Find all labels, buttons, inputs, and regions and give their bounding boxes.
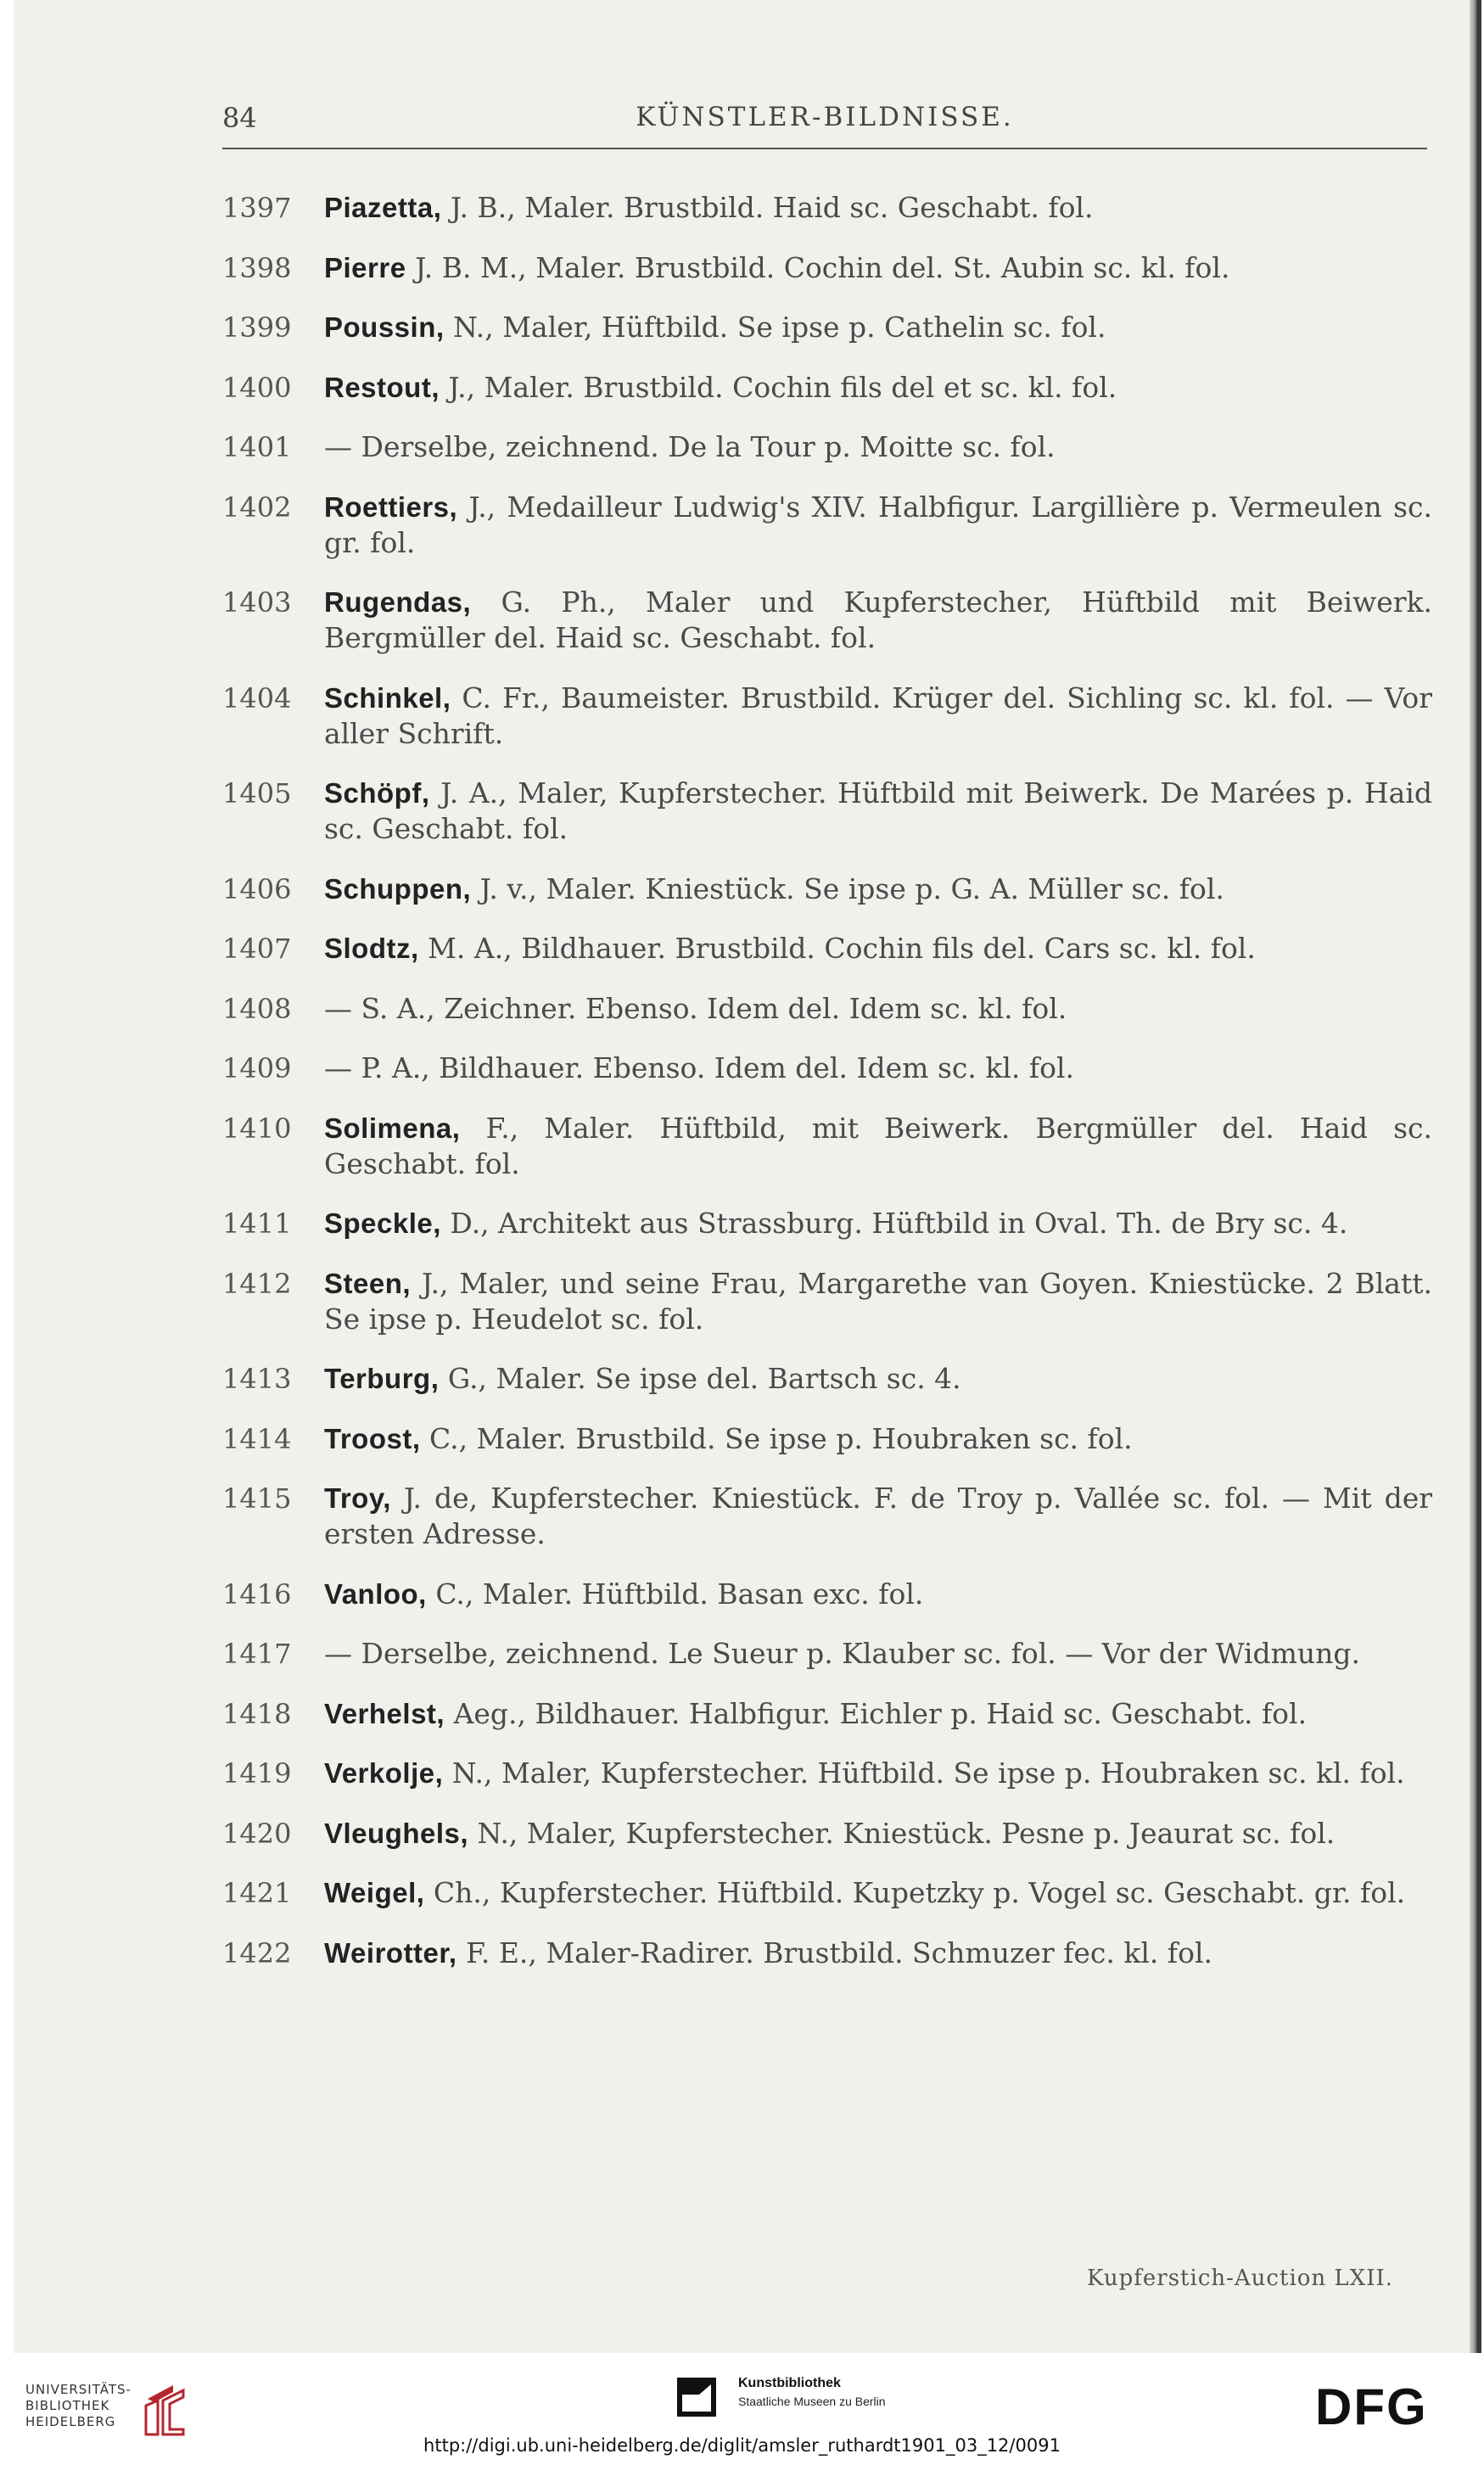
entry-description: J. A., Maler, Kupferstecher. Hüftbild mit Beiwerk. De Marées p. Haid sc. Geschabt. fol. xyxy=(324,776,1432,845)
entry-description: G. Ph., Maler und Kupferstecher, Hüftbild mit Beiwerk. Bergmüller del. Haid sc. Geschabt. fol. xyxy=(324,585,1432,654)
source-url[interactable]: http://digi.ub.uni-heidelberg.de/diglit/amsler_ruthardt1901_03_12/0091 xyxy=(423,2435,1061,2456)
entry-number: 1401 xyxy=(222,431,292,463)
page-header xyxy=(222,97,1427,149)
entry-artist-name: Schuppen, xyxy=(324,872,472,905)
entry-description: Aeg., Bildhauer. Halbfigur. Eichler p. Haid sc. Geschabt. fol. xyxy=(445,1696,1308,1730)
entry-description: J. B., Maler. Brustbild. Haid sc. Geschabt. fol. xyxy=(441,191,1094,224)
kunstbibliothek-logo[interactable] xyxy=(677,2376,949,2427)
entry-description: Ch., Kupferstecher. Hüftbild. Kupetzky p. Vogel sc. Geschabt. gr. fol. xyxy=(424,1876,1406,1909)
entry-description: J., Maler. Brustbild. Cochin fils del et sc. kl. fol. xyxy=(440,370,1117,404)
entry-artist-name: Piazetta, xyxy=(324,192,442,223)
page-number: 84 xyxy=(222,102,257,134)
page-spine-edge xyxy=(1470,0,1478,2353)
catalogue-entry xyxy=(222,776,1432,847)
catalogue-entry xyxy=(222,991,1432,1027)
catalogue-entry xyxy=(222,1875,1432,1911)
entry-artist-name: Roettiers, xyxy=(324,490,458,523)
entry-description: J. v., Maler. Kniestück. Se ipse p. G. A. Müller sc. fol. xyxy=(471,871,1224,905)
entry-number: 1408 xyxy=(222,992,292,1025)
entry-artist-name: Terburg, xyxy=(324,1363,440,1394)
entry-description: N., Maler, Kupferstecher. Kniestück. Pesne p. Jeaurat sc. fol. xyxy=(468,1816,1336,1850)
catalogue-entry xyxy=(222,931,1432,966)
catalogue-entry xyxy=(222,1481,1432,1552)
heidelberg-library-logo[interactable] xyxy=(25,2382,195,2441)
entry-artist-name: Solimena, xyxy=(324,1112,461,1144)
entry-number: 1399 xyxy=(222,311,292,344)
entry-number: 1414 xyxy=(222,1422,292,1455)
entry-description: C., Maler. Brustbild. Se ipse p. Houbraken sc. fol. xyxy=(420,1421,1133,1455)
kb-name: Kunstbibliothek xyxy=(738,2376,841,2390)
entry-description: D., Architekt aus Strassburg. Hüftbild in Oval. Th. de Bry sc. 4. xyxy=(440,1207,1348,1240)
entry-artist-name: Weigel, xyxy=(324,1877,425,1908)
entry-artist-name: Verkolje, xyxy=(324,1757,444,1789)
entry-description: F., Maler. Hüftbild, mit Beiwerk. Bergmüller del. Haid sc. Geschabt. fol. xyxy=(324,1111,1432,1180)
entry-number: 1398 xyxy=(222,251,292,284)
entry-description: J., Maler, und seine Frau, Margarethe van Goyen. Kniestücke. 2 Blatt. Se ipse p. Heudelot sc. fol. xyxy=(324,1266,1432,1336)
entry-number: 1406 xyxy=(222,872,292,905)
running-title: KÜNSTLER-BILDNISSE. xyxy=(636,102,1014,132)
entry-description: M. A., Bildhauer. Brustbild. Cochin fils del. Cars sc. kl. fol. xyxy=(418,932,1256,965)
entry-artist-name: Vanloo, xyxy=(324,1577,427,1610)
entry-description: F. E., Maler-Radirer. Brustbild. Schmuzer fec. kl. fol. xyxy=(456,1936,1212,1969)
entry-artist-name: Restout, xyxy=(324,371,440,403)
entry-number: 1420 xyxy=(222,1817,292,1850)
entry-number: 1407 xyxy=(222,933,292,965)
catalogue-entry xyxy=(222,681,1432,752)
entry-artist-name: Rugendas, xyxy=(324,586,472,618)
catalogue-entry xyxy=(222,1266,1432,1337)
entry-artist-name: Poussin, xyxy=(324,311,445,343)
entry-description: — S. A., Zeichner. Ebenso. Idem del. Idem sc. kl. fol. xyxy=(324,991,1067,1025)
entry-description: N., Maler, Kupferstecher. Hüftbild. Se ipse p. Houbraken sc. kl. fol. xyxy=(443,1756,1405,1790)
entry-description: N., Maler, Hüftbild. Se ipse p. Cathelin sc. fol. xyxy=(444,311,1106,344)
entry-number: 1415 xyxy=(222,1482,292,1515)
catalogue-entry xyxy=(222,1936,1432,1971)
catalogue-entry xyxy=(222,429,1432,465)
catalogue-entry xyxy=(222,871,1432,907)
catalogue-entry xyxy=(222,370,1432,406)
entry-number: 1409 xyxy=(222,1052,292,1084)
entry-artist-name: Steen, xyxy=(324,1267,412,1299)
catalogue-entry xyxy=(222,490,1432,561)
catalogue-entry xyxy=(222,1050,1432,1086)
scanned-page xyxy=(14,0,1481,2353)
kunstbibliothek-mark-icon xyxy=(677,2378,716,2417)
entry-number: 1405 xyxy=(222,777,292,810)
entry-artist-name: Verhelst, xyxy=(324,1697,445,1729)
entry-artist-name: Schöpf, xyxy=(324,777,430,809)
entry-description: C. Fr., Baumeister. Brustbild. Krüger del. Sichling sc. kl. fol. — Vor aller Schrift. xyxy=(324,681,1432,750)
entry-number: 1422 xyxy=(222,1936,292,1969)
entry-artist-name: Troost, xyxy=(324,1422,421,1454)
entry-description: G., Maler. Se ipse del. Bartsch sc. 4. xyxy=(439,1362,961,1395)
entry-description: — P. A., Bildhauer. Ebenso. Idem del. Idem sc. kl. fol. xyxy=(324,1051,1074,1084)
entry-number: 1416 xyxy=(222,1577,292,1611)
catalogue-entry xyxy=(222,1111,1432,1182)
entry-artist-name: Troy, xyxy=(324,1482,391,1514)
entry-number: 1410 xyxy=(222,1112,292,1145)
catalogue-entry xyxy=(222,1636,1432,1672)
catalogue-entries xyxy=(222,190,1432,1995)
catalogue-entry xyxy=(222,310,1432,345)
uni-logo-line: UNIVERSITÄTS- xyxy=(25,2382,132,2397)
catalogue-entry xyxy=(222,190,1432,226)
catalogue-entry xyxy=(222,1696,1432,1732)
uni-logo-line: BIBLIOTHEK xyxy=(25,2398,110,2413)
entry-number: 1419 xyxy=(222,1757,292,1790)
entry-description: — Derselbe, zeichnend. De la Tour p. Moitte sc. fol. xyxy=(324,430,1056,463)
dfg-logo[interactable]: DFG xyxy=(1315,2378,1428,2435)
entry-number: 1400 xyxy=(222,371,292,404)
entry-artist-name: Weirotter, xyxy=(324,1936,457,1969)
entry-number: 1421 xyxy=(222,1877,292,1909)
catalogue-entry xyxy=(222,1206,1432,1241)
catalogue-entry xyxy=(222,1421,1432,1457)
entry-description: J., Medailleur Ludwig's XIV. Halbfigur. Largillière p. Vermeulen sc. gr. fol. xyxy=(324,490,1432,559)
entry-description: C., Maler. Hüftbild. Basan exc. fol. xyxy=(426,1577,924,1611)
entry-description: — Derselbe, zeichnend. Le Sueur p. Klauber sc. fol. — Vor der Widmung. xyxy=(324,1637,1361,1670)
kb-subtitle: Staatliche Museen zu Berlin xyxy=(738,2395,886,2408)
catalogue-entry xyxy=(222,585,1432,656)
entry-number: 1417 xyxy=(222,1638,292,1670)
catalogue-entry xyxy=(222,1361,1432,1397)
entry-number: 1404 xyxy=(222,681,292,714)
entry-number: 1397 xyxy=(222,192,292,224)
entry-artist-name: Speckle, xyxy=(324,1207,441,1239)
entry-description: J. de, Kupferstecher. Kniestück. F. de Troy p. Vallée sc. fol. — Mit der ersten Adresse. xyxy=(324,1482,1432,1550)
entry-description: J. B. M., Maler. Brustbild. Cochin del. St. Aubin sc. kl. fol. xyxy=(406,250,1230,284)
entry-number: 1412 xyxy=(222,1267,292,1300)
entry-artist-name: Slodtz, xyxy=(324,933,419,964)
catalogue-entry xyxy=(222,1577,1432,1612)
entry-number: 1402 xyxy=(222,490,292,524)
entry-number: 1411 xyxy=(222,1207,292,1240)
catalogue-entry xyxy=(222,1816,1432,1852)
catalogue-entry xyxy=(222,250,1432,286)
heidelberg-emblem-icon xyxy=(141,2382,188,2436)
uni-logo-line: HEIDELBERG xyxy=(25,2414,116,2429)
entry-number: 1413 xyxy=(222,1363,292,1395)
catalogue-entry xyxy=(222,1756,1432,1791)
entry-number: 1418 xyxy=(222,1697,292,1730)
entry-artist-name: Pierre xyxy=(324,251,406,283)
uni-logo-text xyxy=(25,2382,132,2430)
footer-note: Kupferstich-Auction LXII. xyxy=(1087,2266,1393,2291)
entry-number: 1403 xyxy=(222,586,292,619)
entry-artist-name: Vleughels, xyxy=(324,1817,469,1849)
entry-artist-name: Schinkel, xyxy=(324,681,451,714)
